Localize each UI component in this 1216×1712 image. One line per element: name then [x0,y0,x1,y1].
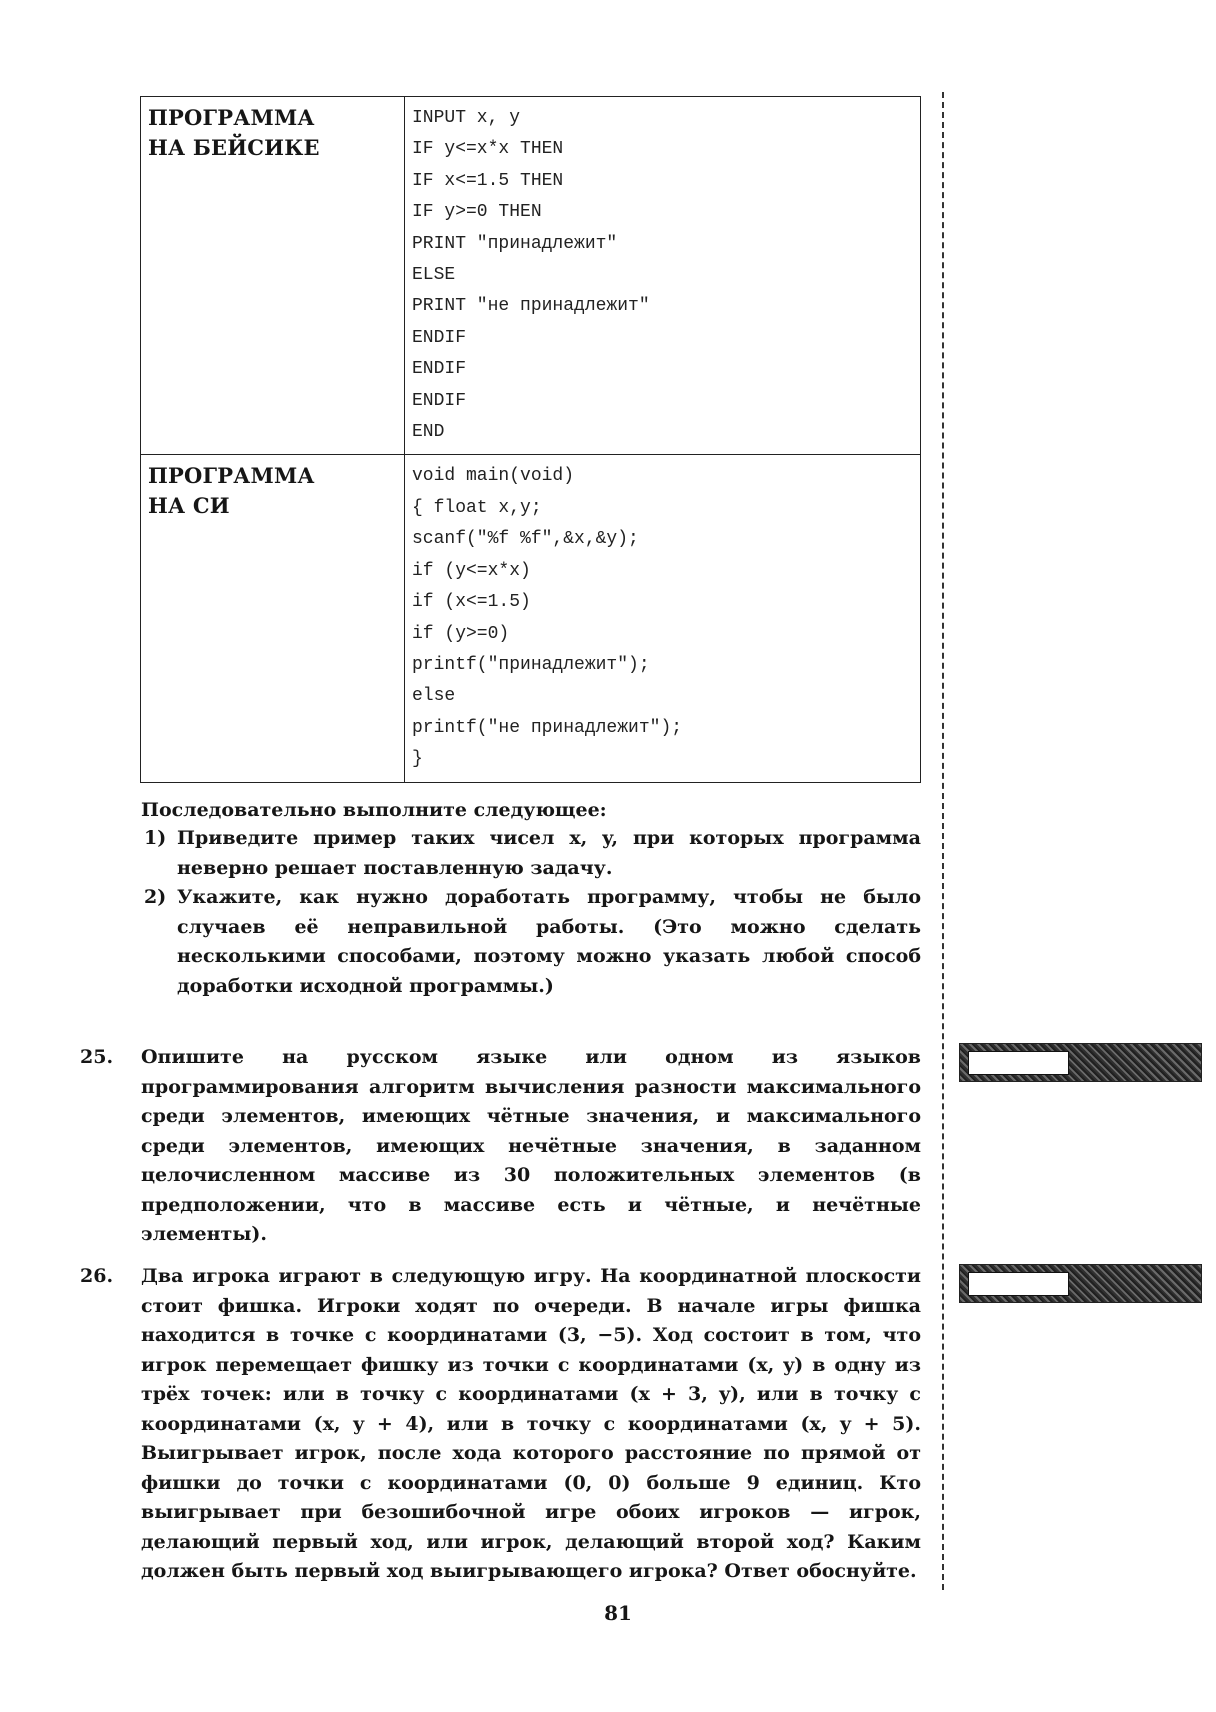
problem-25 [80,1043,921,1250]
problem-number: 26. [80,1265,114,1287]
code-line: ENDIF [412,390,467,411]
code-line: INPUT x, y [412,108,521,128]
problem-text: Два игрока играют в следующую игру. На координатной плоскости стоит фишка. Игроки ходят по очереди. В начале игры фишка находится в точке с координатами (3, −5). Ход состоит в том, что игрок перемещает фишку из точки с координатами (x, y) в одну из трёх точек: или в точку с координатами (x + 3, y), или в точку с координатами (x, y + 4), или в точку с координатами (x, y + 5). Выигрывает игрок, после хода которого расстояние по прямой от фишки до точки с координатами (0, 0) больше 9 единиц. Кто выигрывает при безошибочной игре обоих игроков — игрок, делающий первый ход, или игрок, делающий второй ход? Каким должен быть первый ход выигрывающего игрока? Ответ обоснуйте. [141,1265,921,1582]
page-number: 81 [604,1601,632,1625]
problem-text: Опишите на русском языке или одном из языков программирования алгоритм вычисления разности максимального среди элементов, имеющих чётные значения, и максимального среди элементов, имеющих нечётные значения, в заданном целочисленном массиве из 30 положительных элементов (в предположении, что в массиве есть и чётные, и нечётные элементы). [141,1046,921,1245]
code-line: void main(void) [412,466,575,487]
score-cell [968,1051,1069,1075]
code-line: ENDIF [412,359,467,380]
code-line: PRINT "принадлежит" [412,233,618,254]
code-line: ENDIF [412,327,467,348]
program-row-c [141,455,921,782]
code-line: { float x,y; [412,497,542,518]
code-line: IF x<=1.5 THEN [412,170,564,191]
margin-cut-line [942,92,944,1590]
code-line: ELSE [412,265,456,286]
score-cell [968,1272,1069,1296]
step-text: Укажите, как нужно доработать программу, чтобы не было случаев её неправильной работы. (Это можно сделать несколькими способами, поэтому можно указать любой способ доработки исходной программы.) [177,886,921,997]
code-line: printf("не принадлежит"); [412,717,683,738]
program-row-basic [141,97,921,455]
code-line: printf("принадлежит"); [412,654,650,675]
instructions-steps [141,824,921,1001]
instructions-intro: Последовательно выполните следующее: [141,799,607,821]
problem-26 [80,1262,921,1587]
code-line: if (y>=0) [412,623,510,644]
program-title-basic: ПРОГРАММА НА БЕЙСИКЕ [148,105,320,160]
code-line: IF y>=0 THEN [412,202,542,223]
program-language-cell [141,97,405,455]
score-box-25 [959,1043,1202,1082]
code-line: PRINT "не принадлежит" [412,296,650,317]
step-number: 2) [144,886,167,908]
instruction-step [141,824,921,883]
score-box-26 [959,1264,1202,1303]
code-line: scanf("%f %f",&x,&y); [412,529,639,550]
program-code-basic [405,97,921,455]
step-text: Приведите пример таких чисел x, y, при которых программа неверно решает поставленную задачу. [177,827,921,879]
code-line: } [412,749,423,770]
programs-table [140,96,921,783]
code-line: else [412,686,456,707]
code-line: IF y<=x*x THEN [412,139,564,160]
program-code-c [405,455,921,782]
program-language-cell [141,455,405,782]
code-line: if (x<=1.5) [412,592,531,613]
code-line: END [412,422,445,443]
step-number: 1) [144,827,167,849]
code-line: if (y<=x*x) [412,560,531,581]
instruction-step [141,883,921,1001]
problem-number: 25. [80,1046,114,1068]
program-title-c: ПРОГРАММА НА СИ [148,463,315,519]
